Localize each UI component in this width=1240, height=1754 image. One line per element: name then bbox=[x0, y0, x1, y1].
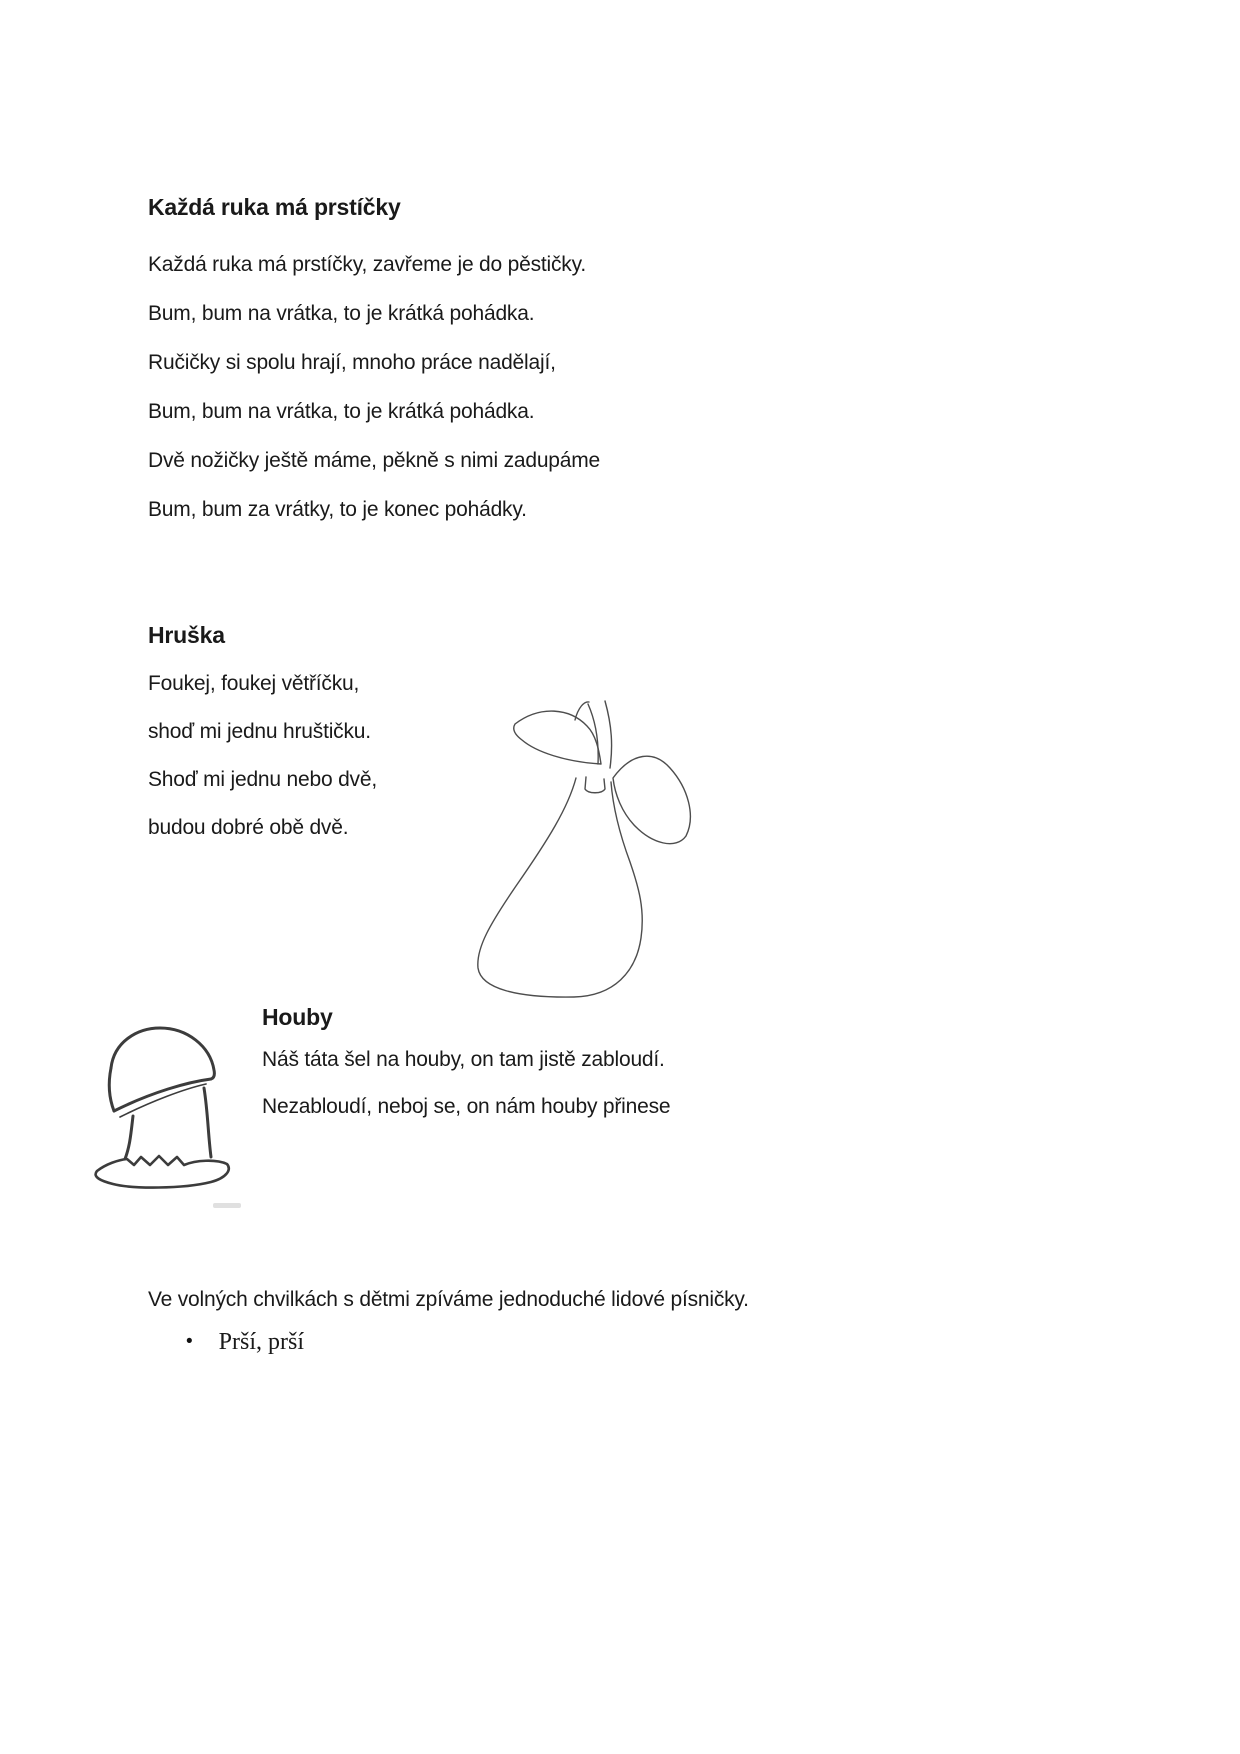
mushroom-illustration bbox=[80, 1018, 240, 1190]
poem-line: Bum, bum za vrátky, to je konec pohádky. bbox=[148, 498, 527, 521]
section-title-hruska: Hruška bbox=[148, 622, 225, 648]
poem-line: Foukej, foukej větříčku, bbox=[148, 672, 360, 695]
poem-hruska bbox=[148, 660, 377, 852]
song-title-prsi-prsi: Prší, prší bbox=[218, 1329, 305, 1355]
poem-line: budou dobré obě dvě. bbox=[148, 816, 349, 839]
bullet-marker: • bbox=[186, 1331, 193, 1352]
poem-line: Náš táta šel na houby, on tam jistě zabloudí. bbox=[262, 1048, 665, 1071]
poem-line: Nezabloudí, neboj se, on nám houby přinese bbox=[262, 1095, 671, 1118]
closing-sentence: Ve volných chvilkách s dětmi zpíváme jednoduché lidové písničky. bbox=[148, 1288, 749, 1311]
poem-line: Dvě nožičky ještě máme, pěkně s nimi zadupáme bbox=[148, 449, 601, 472]
poem-houby bbox=[262, 1036, 670, 1130]
pear-illustration bbox=[448, 690, 708, 1000]
section-title-kazda-ruka: Každá ruka má prstíčky bbox=[148, 194, 401, 220]
poem-line: shoď mi jednu hruštičku. bbox=[148, 720, 371, 743]
bullet-list-item bbox=[186, 1327, 304, 1357]
poem-line: Každá ruka má prstíčky, zavřeme je do pěstičky. bbox=[148, 253, 586, 276]
poem-line: Bum, bum na vrátka, to je krátká pohádka. bbox=[148, 400, 535, 423]
poem-line: Shoď mi jednu nebo dvě, bbox=[148, 768, 377, 791]
section-title-houby: Houby bbox=[262, 1004, 333, 1030]
poem-line: Ručičky si spolu hrají, mnoho práce nadělají, bbox=[148, 351, 556, 374]
image-watermark bbox=[213, 1203, 241, 1208]
poem-line: Bum, bum na vrátka, to je krátká pohádka. bbox=[148, 302, 535, 325]
poem-kazda-ruka bbox=[148, 240, 600, 534]
